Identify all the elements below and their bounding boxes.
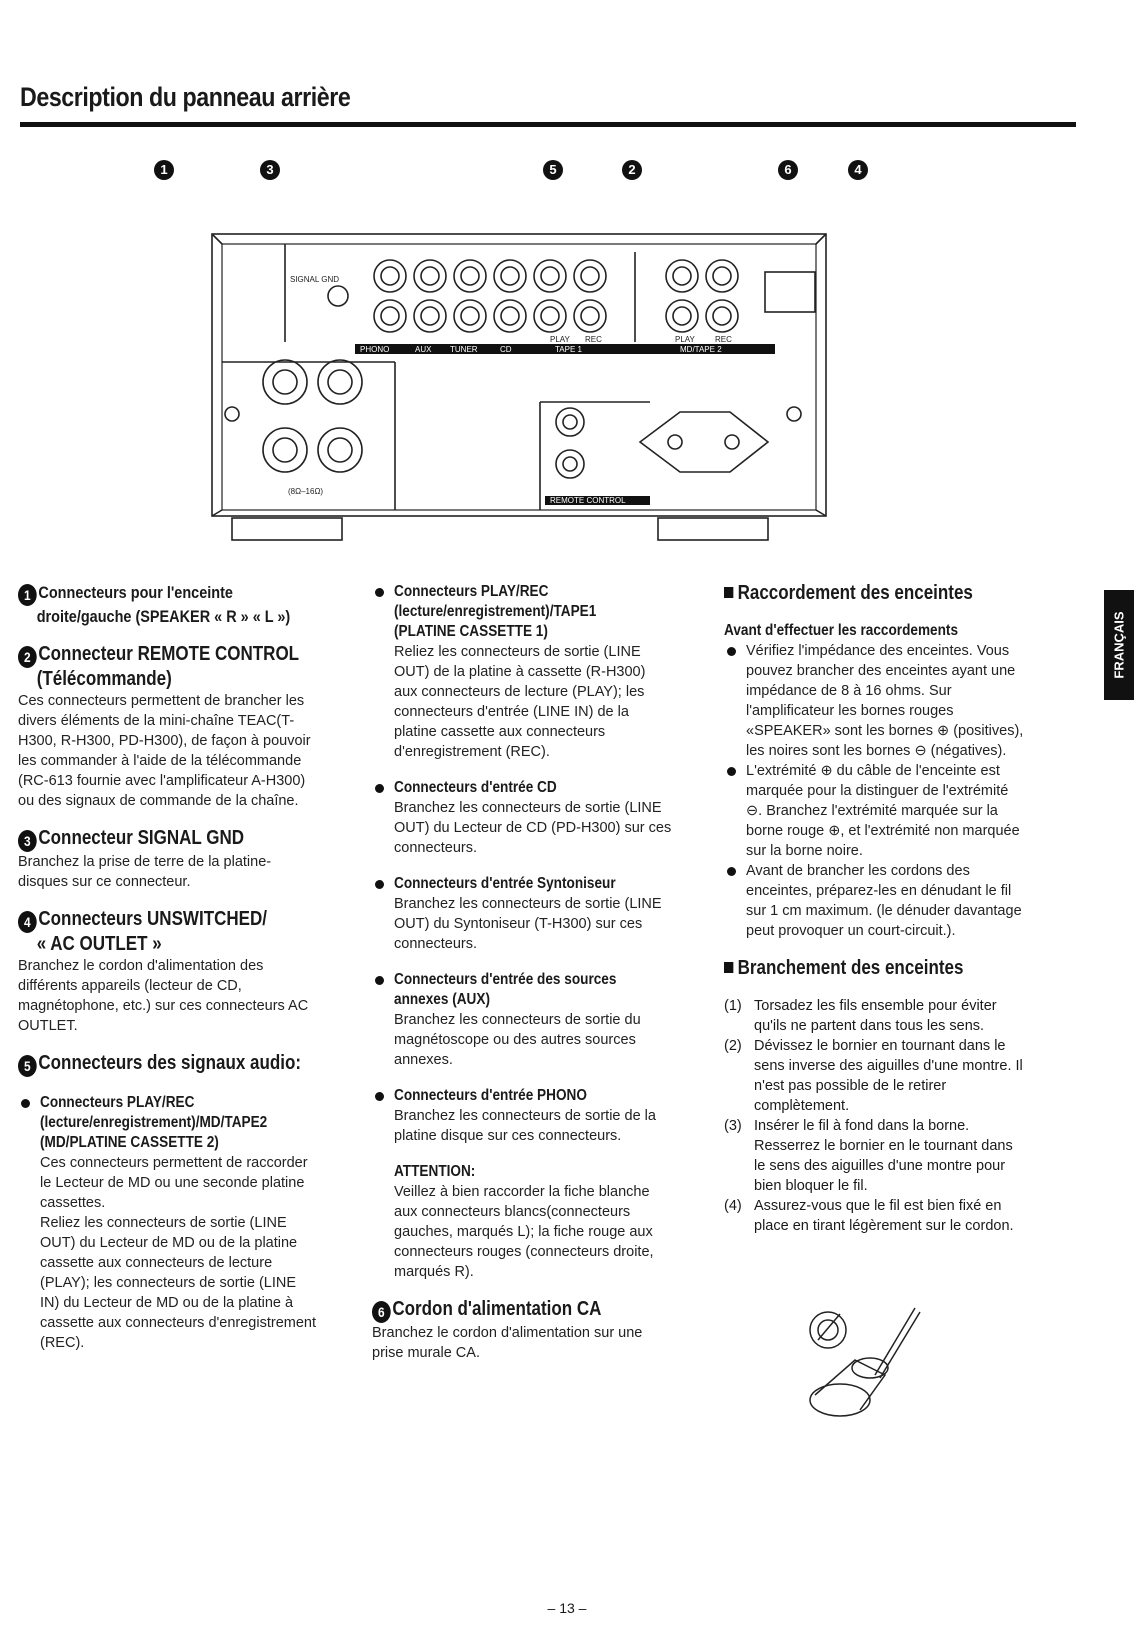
language-tab xyxy=(1104,590,1134,700)
s2-title-1: Connecteur REMOTE CONTROL xyxy=(38,643,300,665)
s4-text: Branchez le cordon d'alimentation des différents appareils (lecteur de CD, magnétophone, etc.) sur ces connecteurs AC OUTLET. xyxy=(18,958,309,1034)
remote-label: REMOTE CONTROL xyxy=(550,496,626,505)
step-num: (2) xyxy=(724,1038,742,1054)
b2-title-1: Connecteurs PLAY/REC xyxy=(394,583,549,600)
square-bullet-icon xyxy=(724,587,733,598)
callout-2: 2 xyxy=(622,160,642,180)
step-num: (3) xyxy=(724,1118,742,1134)
page-number: – 13 – xyxy=(547,1600,587,1616)
b1-text-2: Reliez les connecteurs de sortie (LINE OUT) du Lecteur de MD ou de la platine cassette aux connecteurs de lecture (PLAY); les connecteurs de sortie (LINE IN) du Lecteur de MD ou de la platine à cassette aux connecteurs d'enregistrement (REC). xyxy=(40,1215,317,1351)
callout-1: 1 xyxy=(154,160,174,180)
impedance-label: (8Ω–16Ω) xyxy=(288,487,324,496)
play2-label: PLAY xyxy=(675,335,695,344)
attention-title: ATTENTION: xyxy=(394,1163,476,1180)
b3-text: Branchez les connecteurs de sortie (LINE OUT) du Lecteur de CD (PD-H300) sur ces connecteurs. xyxy=(394,800,672,856)
b5-title-2: annexes (AUX) xyxy=(394,991,490,1008)
s1-title-1: Connecteurs pour l'enceinte xyxy=(38,583,233,602)
s3-title: Connecteur SIGNAL GND xyxy=(38,827,244,849)
square-bullet-icon xyxy=(724,962,733,973)
aux-label: AUX xyxy=(415,345,432,354)
left-column xyxy=(18,582,318,1353)
b1-title-2: (lecture/enregistrement)/MD/TAPE2 xyxy=(40,1114,268,1131)
page-title: Description du panneau arrière xyxy=(20,82,351,112)
attention-text: Veillez à bien raccorder la fiche blanche aux connecteurs blancs(connecteurs gauches, marqués L); la fiche rouge aux connecteurs rouges (connecteurs droite, marqués R). xyxy=(394,1184,654,1280)
b1-title-1: Connecteurs PLAY/REC xyxy=(40,1094,195,1111)
cd-label: CD xyxy=(500,345,512,354)
step-text: Dévissez le bornier en tournant dans le sens inverse des aiguilles d'une montre. Il n'est pas possible de le retirer complètement. xyxy=(754,1038,1023,1114)
s2-title-2: (Télécommande) xyxy=(36,668,172,690)
s6-text: Branchez le cordon d'alimentation sur une prise murale CA. xyxy=(372,1325,643,1361)
b5-title-1: Connecteurs d'entrée des sources xyxy=(394,971,617,988)
right-column xyxy=(724,582,1024,1236)
b2-title-2: (lecture/enregistrement)/TAPE1 xyxy=(394,603,597,620)
rec1-label: REC xyxy=(585,335,602,344)
callout-4: 4 xyxy=(848,160,868,180)
s4-title-2: « AC OUTLET » xyxy=(36,933,162,955)
num-3: 3 xyxy=(18,830,37,852)
num-1: 1 xyxy=(18,584,37,606)
num-6: 6 xyxy=(372,1301,391,1323)
num-5: 5 xyxy=(18,1055,37,1077)
tuner-label: TUNER xyxy=(450,345,478,354)
step-num: (4) xyxy=(724,1198,742,1214)
right-r3: Avant de brancher les cordons des enceintes, préparez-les en dénudant le fil sur 1 cm maximum. (le dénuder davantage peut provoquer un court-circuit.). xyxy=(746,863,1022,939)
play1-label: PLAY xyxy=(550,335,570,344)
s2-text: Ces connecteurs permettent de brancher les divers éléments de la mini-chaîne TEAC(T-H300, R-H300, PD-H300), de façon à pouvoir les commander à l'aide de la télécommande (RC-613 fournie avec l'amplificateur A-H300) ou des signaux de commande de la chaîne. xyxy=(18,693,311,809)
s4-title-1: Connecteurs UNSWITCHED/ xyxy=(38,908,267,930)
step-text: Assurez-vous que le fil est bien fixé en place en tirant légèrement sur le cordon. xyxy=(754,1198,1014,1234)
b6-text: Branchez les connecteurs de sortie de la platine disque sur ces connecteurs. xyxy=(394,1108,656,1144)
inputs-label: PHONO xyxy=(360,345,390,354)
b4-title: Connecteurs d'entrée Syntoniseur xyxy=(394,875,616,892)
signal-gnd-label: SIGNAL GND xyxy=(290,275,340,284)
right-h2: Branchement des enceintes xyxy=(737,957,964,979)
step-text: Torsadez les fils ensemble pour éviter qu'ils ne partent dans tous les sens. xyxy=(754,998,997,1034)
step-text: Insérer le fil à fond dans la borne. Resserrez le bornier en le tournant dans le sens des aiguilles d'une montre pour bien bloquer le fil. xyxy=(754,1118,1013,1194)
callout-5: 5 xyxy=(543,160,563,180)
s6-title: Cordon d'alimentation CA xyxy=(392,1298,602,1320)
b6-title: Connecteurs d'entrée PHONO xyxy=(394,1087,587,1104)
b2-title-3: (PLATINE CASSETTE 1) xyxy=(394,623,548,640)
num-2: 2 xyxy=(18,646,37,668)
callout-6: 6 xyxy=(778,160,798,180)
right-r2: L'extrémité ⊕ du câble de l'enceinte est marquée pour la distinguer de l'extrémité ⊖. Branchez l'extrémité marquée sur la borne rouge ⊕, et l'extrémité non marquée sur la borne noire. xyxy=(746,763,1020,859)
b1-text-1: Ces connecteurs permettent de raccorder le Lecteur de MD ou une seconde platine cassettes. xyxy=(40,1155,308,1211)
s3-text: Branchez la prise de terre de la platine-disques sur ce connecteur. xyxy=(18,854,272,890)
b4-text: Branchez les connecteurs de sortie (LINE OUT) du Syntoniseur (T-H300) sur ces connecteurs. xyxy=(394,896,662,952)
s5-title: Connecteurs des signaux audio: xyxy=(38,1052,302,1074)
callout-3: 3 xyxy=(260,160,280,180)
num-4: 4 xyxy=(18,911,37,933)
rec2-label: REC xyxy=(715,335,732,344)
tape1-label: TAPE 1 xyxy=(555,345,582,354)
middle-column xyxy=(372,582,672,1363)
b2-text: Reliez les connecteurs de sortie (LINE OUT) de la platine à cassette (R-H300) aux connecteurs de lecture (PLAY); les connecteurs d'entrée (LINE IN) de la platine cassette aux connecteurs d'enregistrement (REC). xyxy=(394,644,646,760)
language-tab-label: FRANÇAIS xyxy=(1111,611,1127,679)
rear-panel-diagram xyxy=(210,232,830,552)
step-num: (1) xyxy=(724,998,742,1014)
right-r1: Vérifiez l'impédance des enceintes. Vous pouvez brancher des enceintes ayant une impédance de 8 à 16 ohms. Sur l'amplificateur les bornes rouges «SPEAKER» sont les bornes ⊕ (positives), les noires sont les bornes ⊖ (négatives). xyxy=(746,643,1024,759)
terminal-illustration xyxy=(800,1300,940,1430)
s1-title-2: droite/gauche (SPEAKER « R » « L ») xyxy=(36,607,291,626)
md-tape2-label: MD/TAPE 2 xyxy=(680,345,722,354)
b5-text: Branchez les connecteurs de sortie du magnétoscope ou des autres sources annexes. xyxy=(394,1012,641,1068)
right-h1: Raccordement des enceintes xyxy=(737,582,973,604)
right-h1-sub: Avant d'effectuer les raccordements xyxy=(724,622,959,639)
b3-title: Connecteurs d'entrée CD xyxy=(394,779,557,796)
title-rule xyxy=(20,122,1076,127)
b1-title-3: (MD/PLATINE CASSETTE 2) xyxy=(40,1134,219,1151)
